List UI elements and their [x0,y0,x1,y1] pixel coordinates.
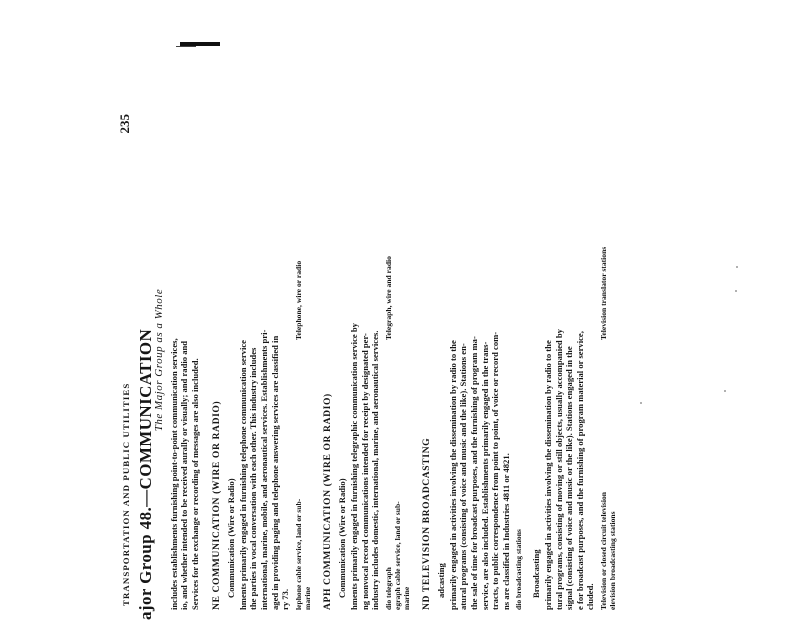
index-entry: Television or closed circuit television [599,492,608,610]
major-group-title: ajor Group 48.—COMMUNICATION [135,328,155,620]
intro-paragraph: includes establishments furnishing point-to-point communication services, io, and whether intended to be received aurally or visually; and radio and Services for the exchange or recording of messages are also included. [168,338,200,610]
speck [736,266,738,268]
index-entry: Telegraph, wire and radio [383,256,393,340]
index-entry: Telephone, wire or radio [293,260,303,340]
industry-subheading: Broadcasting [531,549,542,598]
index-entries [599,110,617,610]
rotated-document-page [117,110,640,620]
index-entry: dio telegraph [383,567,393,610]
industry-subheading: adcasting [436,563,447,598]
section-heading-telegraph: APH COMMUNICATION (WIRE OR RADIO) [321,393,333,610]
speck [724,390,726,392]
index-entry: dio broadcasting stations [514,529,524,610]
industry-description: primarily engaged in activities involving the dissemination by radio to the tural programs, consisting of moving or still objects, usually accompanied by signal (consisting of voice and music or the like). Stations engaged in the e for broadcast purposes, and the furnishing of program material or service, cluded. [543,329,596,610]
industry-description: hments primarily engaged in furnishing telephone communication service the parties in vocal conversation with each other. This industry includes international, marine, mobile, and aeronautical services. Establishments pri- aged in providing paging and telephone answering services are classified in ry 73. [237,329,291,610]
index-entry: egraph cable service, land or sub- [392,501,402,610]
index-entry: elevision broadcasting stations [608,511,617,610]
running-header [117,110,132,610]
index-entries [294,110,312,610]
scan-mark [176,46,196,47]
section-heading-telephone: NE COMMUNICATION (WIRE OR RADIO) [210,400,222,610]
index-entry: marine [401,586,411,610]
industry-subheading: Communication (Wire or Radio) [226,478,237,598]
index-entry: lephone cable service, land or sub- [293,498,303,610]
section-heading-broadcasting: ND TELEVISION BROADCASTING [420,437,432,610]
industry-subheading: Communication (Wire or Radio) [337,478,348,598]
index-entry: marine [302,586,312,610]
industry-description: primarily engaged in activities involving the dissemination by radio to the atural programs (consisting of voice and music and the like). Stations en- the sale of time for broadcast purposes, and the furnishing of program ma- service, are also included. Establishments primarily engaged in the trans- tracts, to public correspondence from point to point, of voice or record com- ns are classified in Industries 4811 or 4821. [447,331,511,610]
index-entries [384,110,411,610]
speck [640,402,642,404]
major-group-subtitle: The Major Group as a Whole [153,288,166,432]
index-entries [514,110,523,610]
page-number: 235 [117,114,132,134]
header-title: TRANSPORTATION AND PUBLIC UTILITIES [121,382,131,606]
speck [735,290,737,292]
index-entry: Television translator stations [599,246,608,340]
industry-description: hments primarily engaged in furnishing telegraphic communication service by ng nonvocal record communications intended for receipt by designated per- industry includes domestic, international, marine, and aeronautical services. [348,323,381,610]
